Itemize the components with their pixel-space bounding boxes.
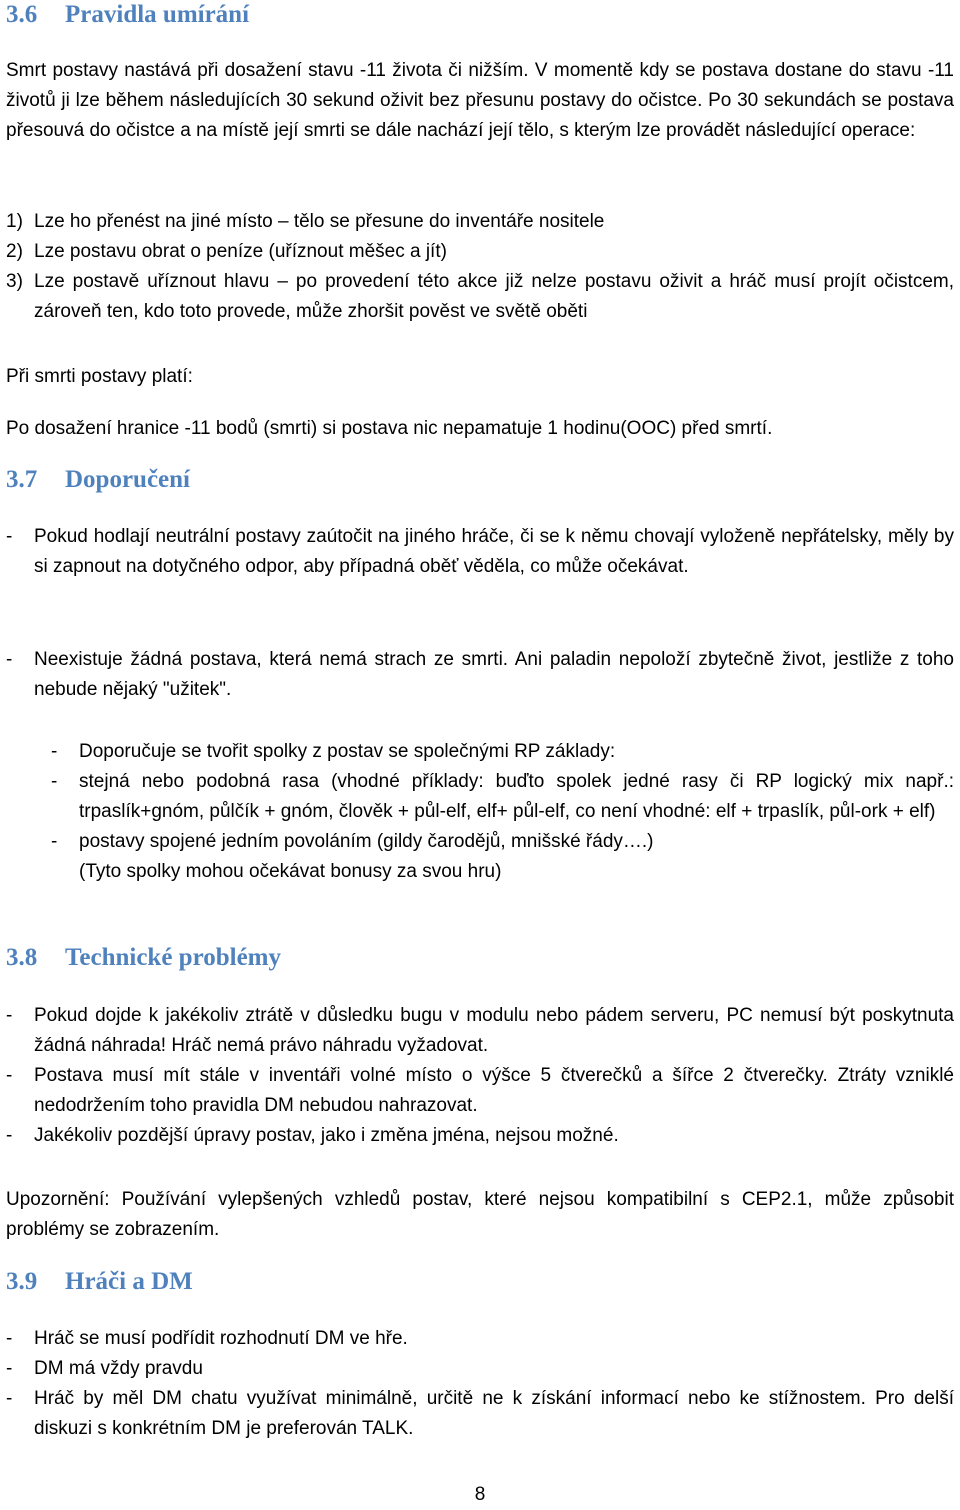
list-marker: 2) xyxy=(6,241,23,262)
list-marker: - xyxy=(51,771,58,792)
list-item-text: DM má vždy pravdu xyxy=(34,1358,203,1379)
death-intro-paragraph: Smrt postavy nastává při dosažení stavu -11 života či nižším. V momentě kdy se postava dostane do stavu -11 životů ji lze během následujících 30 sekund oživit bez přesunu postavy do očistce. Po 30 sekundách se postava přesouvá do očistce a na místě její smrti se dále nachází její tělo, s kterým lze provádět následující operace: xyxy=(6,60,954,141)
list-item-text: Lze ho přenést na jiné místo – tělo se přesune do inventáře nositele xyxy=(34,211,605,232)
section-title: Hráči a DM xyxy=(65,1268,193,1295)
list-marker: - xyxy=(6,1065,13,1086)
list-item-text: Postava musí mít stále v inventáři volné místo o výšce 5 čtverečků a šířce 2 čtverečky. Ztráty vzniklé nedodržením toho pravidla DM nebudou nahrazovat. xyxy=(34,1065,954,1116)
section-heading-3-8 xyxy=(6,943,281,973)
recommendation-sublist xyxy=(6,737,954,887)
players-dm-list xyxy=(6,1324,954,1444)
list-item xyxy=(6,1354,954,1384)
list-marker: - xyxy=(51,741,58,762)
list-item-text: Neexistuje žádná postava, která nemá strach ze smrti. Ani paladin nepoloží zbytečně život, jestliže z toho nebude nějaký "užitek". xyxy=(34,649,954,700)
cep-notice-paragraph: Upozornění: Používání vylepšených vzhledů postav, které nejsou kompatibilní s CEP2.1, může způsobit problémy se zobrazením. xyxy=(6,1189,954,1240)
section-number: 3.7 xyxy=(6,466,38,493)
list-marker: - xyxy=(6,1358,13,1379)
list-marker: - xyxy=(6,526,13,547)
list-item xyxy=(6,1121,954,1151)
list-item xyxy=(6,645,954,705)
list-item-text: Doporučuje se tvořit spolky z postav se společnými RP základy: xyxy=(79,741,616,762)
death-operations-list xyxy=(6,207,954,327)
list-item-text: postavy spojené jedním povoláním (gildy čarodějů, mnišské řády….) xyxy=(79,831,654,852)
death-rule-text: Po dosažení hranice -11 bodů (smrti) si postava nic nepamatuje 1 hodinu(OOC) před smrtí. xyxy=(6,418,773,439)
section-number: 3.8 xyxy=(6,944,38,971)
list-item xyxy=(6,737,954,767)
sublist-note: (Tyto spolky mohou očekávat bonusy za svou hru) xyxy=(79,861,502,882)
list-item-text: Pokud hodlají neutrální postavy zaútočit na jiného hráče, či se k němu chovají vyloženě nepřátelsky, měly by si zapnout na dotyčného odpor, aby případná oběť věděla, co může očekávat. xyxy=(34,526,954,577)
list-marker: - xyxy=(6,1388,13,1409)
list-item-text: Lze postavě uříznout hlavu – po provedení této akce již nelze postavu oživit a hráč musí projít očistcem, zároveň ten, kdo toto provede, může zhoršit pověst ve světě oběti xyxy=(34,271,954,322)
death-rule-label: Při smrti postavy platí: xyxy=(6,366,193,387)
list-item xyxy=(6,767,954,827)
list-marker: 1) xyxy=(6,211,23,232)
section-number: 3.6 xyxy=(6,1,38,28)
section-number: 3.9 xyxy=(6,1268,38,1295)
page-number: 8 xyxy=(474,1484,486,1505)
list-marker: - xyxy=(51,831,58,852)
list-item xyxy=(6,267,954,327)
list-item-text: stejná nebo podobná rasa (vhodné příklady: buďto spolek jedné rasy či RP logický mix např.: trpaslík+gnóm, půlčík + gnóm, člověk + půl-elf, elf+ půl-elf, co není vhodné: elf + trpaslík, půl-ork + elf) xyxy=(79,771,954,822)
list-item xyxy=(6,1384,954,1444)
list-item-text: Hráč by měl DM chatu využívat minimálně, určitě ne k získání informací nebo ke stížnostem. Pro delší diskuzi s konkrétním DM je preferován TALK. xyxy=(34,1388,954,1439)
list-item-text: Jakékoliv pozdější úpravy postav, jako i změna jména, nejsou možné. xyxy=(34,1125,619,1146)
list-marker: - xyxy=(6,649,13,670)
list-item xyxy=(6,1061,954,1121)
section-heading-3-6 xyxy=(6,0,249,30)
section-title: Doporučení xyxy=(65,466,190,493)
section-heading-3-7 xyxy=(6,465,190,495)
list-marker: - xyxy=(6,1125,13,1146)
list-marker: 3) xyxy=(6,271,23,292)
list-marker: - xyxy=(6,1328,13,1349)
list-item xyxy=(6,827,954,857)
section-title: Pravidla umírání xyxy=(65,1,250,28)
technical-problems-list xyxy=(6,1001,954,1151)
list-item-text: Lze postavu obrat o peníze (uříznout měšec a jít) xyxy=(34,241,447,262)
list-item xyxy=(6,522,954,582)
list-item-text: Pokud dojde k jakékoliv ztrátě v důsledku bugu v modulu nebo pádem serveru, PC nemusí být poskytnuta žádná náhrada! Hráč nemá právo náhradu vyžadovat. xyxy=(34,1005,954,1056)
list-marker: - xyxy=(6,1005,13,1026)
list-item xyxy=(6,1001,954,1061)
list-item-text: Hráč se musí podřídit rozhodnutí DM ve hře. xyxy=(34,1328,408,1349)
list-item xyxy=(6,237,954,267)
section-heading-3-9 xyxy=(6,1267,193,1297)
list-item xyxy=(6,207,954,237)
list-item xyxy=(6,1324,954,1354)
section-title: Technické problémy xyxy=(65,944,281,971)
